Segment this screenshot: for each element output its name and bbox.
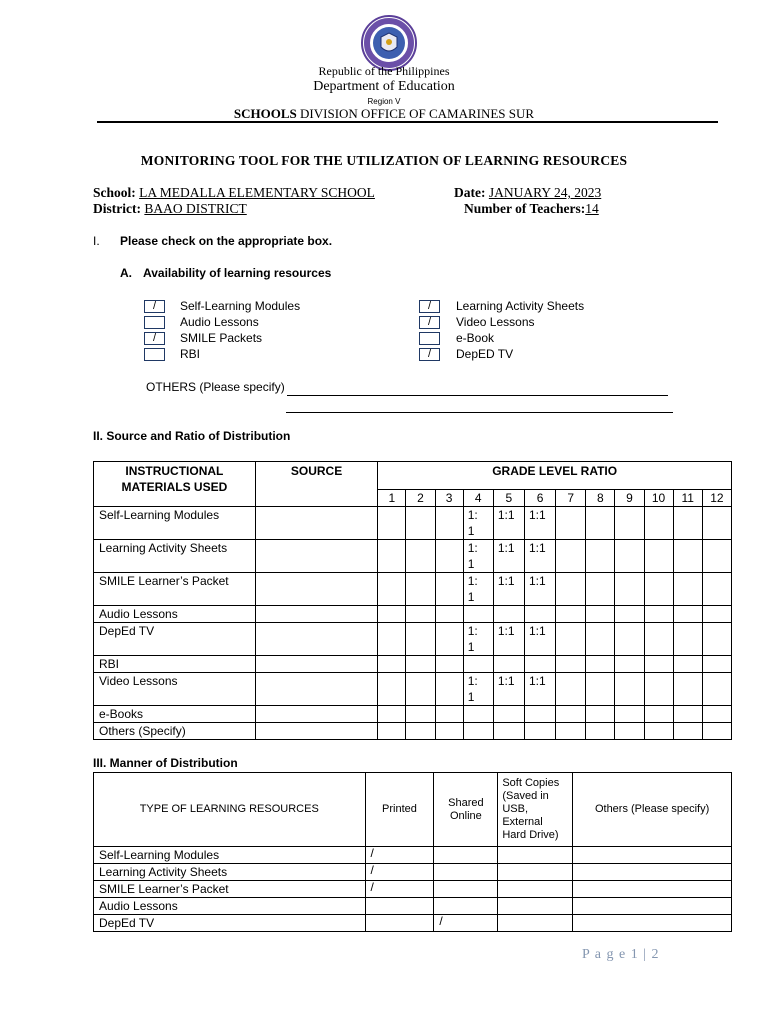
ratio-cell[interactable] [378,623,406,656]
ratio-cell[interactable] [406,606,435,623]
ratio-cell[interactable]: 1:1 [493,507,524,540]
source-cell[interactable] [255,623,378,656]
ratio-cell[interactable] [378,540,406,573]
ratio-cell[interactable] [644,573,673,606]
distribution-table [93,772,732,932]
printed-cell[interactable]: / [365,847,434,864]
col-materials-header: INSTRUCTIONAL MATERIALS USED [94,462,256,507]
ratio-cell[interactable] [702,706,731,723]
district-field [93,201,247,217]
ratio-cell[interactable] [406,507,435,540]
ratio-cell[interactable]: 1: 1 [463,623,493,656]
shared-cell[interactable]: / [434,915,498,932]
grade-header-cell: 11 [673,490,702,507]
ratio-cell[interactable] [673,623,702,656]
district-value: BAAO DISTRICT [144,201,247,216]
ratio-cell[interactable] [406,673,435,706]
source-cell[interactable] [255,673,378,706]
checkbox-label: DepED TV [456,347,514,361]
grade-header-cell: 2 [406,490,435,507]
ratio-cell[interactable]: 1:1 [493,540,524,573]
form-title: MONITORING TOOL FOR THE UTILIZATION OF LEARNING RESOURCES [140,153,628,168]
section-2-title: II. Source and Ratio of Distribution [93,429,291,443]
ratio-cell[interactable] [378,606,406,623]
ratio-cell[interactable] [615,623,644,656]
ratio-cell[interactable] [644,507,673,540]
resource-name-cell: Self-Learning Modules [94,847,366,864]
table-row [94,673,732,706]
ratio-cell[interactable] [435,656,463,673]
checkbox[interactable] [419,332,440,345]
ratio-cell[interactable] [702,723,731,740]
ratio-cell[interactable] [406,573,435,606]
col-shared-header: Shared Online [434,773,498,847]
col-type-header: TYPE OF LEARNING RESOURCES [94,773,366,847]
checkbox[interactable]: / [419,300,440,313]
department-line: Department of Education [313,79,455,94]
ratio-cell[interactable] [493,606,524,623]
col-printed-header: Printed [365,773,434,847]
ratio-cell[interactable] [586,573,615,606]
ratio-cell[interactable] [673,656,702,673]
ratio-cell[interactable] [378,573,406,606]
printed-cell[interactable]: / [365,864,434,881]
checkbox[interactable] [144,348,165,361]
ratio-cell[interactable] [615,673,644,706]
material-name-cell: Audio Lessons [94,606,256,623]
header-rule [97,121,718,123]
shared-cell[interactable] [434,864,498,881]
resource-name-cell: Audio Lessons [94,898,366,915]
ratio-cell[interactable] [556,623,586,656]
printed-cell[interactable]: / [365,881,434,898]
source-cell[interactable] [255,573,378,606]
others-cell[interactable] [573,898,732,915]
ratio-cell[interactable] [644,606,673,623]
shared-cell[interactable] [434,847,498,864]
material-name-cell: RBI [94,656,256,673]
ratio-cell[interactable] [586,723,615,740]
others-specify-label: OTHERS (Please specify) [146,380,285,394]
ratio-cell[interactable] [524,706,555,723]
ratio-cell[interactable] [406,623,435,656]
grade-header-cell: 1 [378,490,406,507]
source-cell[interactable] [255,706,378,723]
page-word: P a g e [582,947,627,962]
page-number: 1 [630,947,639,962]
material-name-cell: Video Lessons [94,673,256,706]
checkbox-label: Video Lessons [456,315,535,329]
material-name-cell: Learning Activity Sheets [94,540,256,573]
grade-header-cell: 8 [586,490,615,507]
section-1-num: I. [93,234,100,248]
others-cell[interactable] [573,915,732,932]
division-line [0,106,768,122]
district-label: District: [93,201,141,216]
ratio-cell[interactable]: 1:1 [493,673,524,706]
grade-header-cell: 3 [435,490,463,507]
division-bold: SCHOOLS [233,106,297,121]
ratio-cell[interactable] [556,723,586,740]
ratio-cell[interactable]: 1: 1 [463,540,493,573]
ratio-cell[interactable] [463,706,493,723]
teachers-value: 14 [585,201,599,216]
table-row [94,540,732,573]
ratio-cell[interactable] [435,723,463,740]
table-row [94,898,732,915]
ratio-cell[interactable] [524,606,555,623]
ratio-cell[interactable] [556,606,586,623]
ratio-cell[interactable]: 1:1 [524,673,555,706]
others-cell[interactable] [573,847,732,864]
ratio-cell[interactable] [378,673,406,706]
ratio-cell[interactable] [644,623,673,656]
ratio-cell[interactable] [524,656,555,673]
checkbox[interactable]: / [419,348,440,361]
resource-name-cell: SMILE Learner’s Packet [94,881,366,898]
section-1a-title: Availability of learning resources [143,266,332,280]
school-value: LA MEDALLA ELEMENTARY SCHOOL [139,185,375,200]
republic-line: Republic of the Philippines [318,64,450,78]
ratio-cell[interactable] [615,606,644,623]
school-label: School: [93,185,136,200]
ratio-cell[interactable] [463,606,493,623]
ratio-cell[interactable] [406,723,435,740]
soft-copy-cell[interactable] [498,864,573,881]
ratio-cell[interactable] [435,606,463,623]
section-1a-num: A. [120,266,132,280]
col-ratio-header: GRADE LEVEL RATIO [378,462,732,490]
ratio-cell[interactable] [463,656,493,673]
ratio-cell[interactable] [673,540,702,573]
source-cell[interactable] [255,507,378,540]
ratio-cell[interactable] [586,706,615,723]
material-name-cell: DepEd TV [94,623,256,656]
region-line: Region V [367,97,401,106]
ratio-cell[interactable] [586,656,615,673]
ratio-cell[interactable] [435,573,463,606]
ratio-cell[interactable] [644,673,673,706]
ratio-cell[interactable] [556,540,586,573]
ratio-cell[interactable] [406,656,435,673]
checkbox-label: Self-Learning Modules [180,299,301,313]
ratio-cell[interactable] [644,656,673,673]
soft-copy-cell[interactable] [498,847,573,864]
source-cell[interactable] [255,606,378,623]
table-row [94,915,732,932]
ratio-cell[interactable] [556,573,586,606]
resource-name-cell: DepEd TV [94,915,366,932]
material-name-cell: Others (Specify) [94,723,256,740]
ratio-cell[interactable] [673,507,702,540]
ratio-cell[interactable] [406,706,435,723]
checkbox-label: e-Book [456,331,495,345]
ratio-cell[interactable] [493,723,524,740]
soft-copy-cell[interactable] [498,898,573,915]
others-line-1[interactable] [287,395,668,396]
ratio-cell[interactable] [586,673,615,706]
ratio-cell[interactable] [435,540,463,573]
table-row [94,507,732,540]
table-row [94,847,732,864]
ratio-cell[interactable] [378,706,406,723]
teachers-field [464,201,599,217]
ratio-cell[interactable] [586,606,615,623]
others-cell[interactable] [573,881,732,898]
date-label: Date: [454,185,486,200]
grade-header-cell: 9 [615,490,644,507]
source-cell[interactable] [255,723,378,740]
ratio-cell[interactable] [644,706,673,723]
ratio-cell[interactable]: 1:1 [524,623,555,656]
ratio-cell[interactable] [702,656,731,673]
soft-copy-cell[interactable] [498,881,573,898]
resource-name-cell: Learning Activity Sheets [94,864,366,881]
ratio-cell[interactable] [673,723,702,740]
ratio-cell[interactable]: 1: 1 [463,573,493,606]
ratio-cell[interactable] [673,706,702,723]
ratio-cell[interactable] [378,723,406,740]
others-cell[interactable] [573,864,732,881]
ratio-cell[interactable] [556,673,586,706]
ratio-cell[interactable] [463,723,493,740]
table-row [94,723,732,740]
ratio-cell[interactable] [435,623,463,656]
ratio-cell[interactable]: 1:1 [493,623,524,656]
ratio-cell[interactable] [586,507,615,540]
section-3-title: III. Manner of Distribution [93,756,238,770]
checkbox[interactable]: / [419,316,440,329]
ratio-cell[interactable] [673,573,702,606]
checkbox[interactable] [144,316,165,329]
col-soft-header: Soft Copies (Saved in USB, External Hard Drive) [498,773,573,847]
ratio-header-row [94,462,732,490]
page-separator: | [638,947,652,962]
date-field [454,185,601,201]
page-total: 2 [651,947,660,962]
ratio-cell[interactable]: 1:1 [493,573,524,606]
ratio-cell[interactable]: 1: 1 [463,507,493,540]
ratio-cell[interactable] [615,507,644,540]
table-row [94,656,732,673]
ratio-cell[interactable]: 1:1 [524,573,555,606]
ratio-cell[interactable] [586,623,615,656]
ratio-cell[interactable] [673,606,702,623]
grade-header-cell: 4 [463,490,493,507]
page-footer [582,947,660,963]
ratio-cell[interactable] [556,656,586,673]
table-row [94,573,732,606]
grade-header-cell: 12 [702,490,731,507]
source-cell[interactable] [255,656,378,673]
ratio-cell[interactable] [435,507,463,540]
ratio-cell[interactable] [615,706,644,723]
shared-cell[interactable] [434,881,498,898]
section-1-instruction: Please check on the appropriate box. [120,234,333,248]
soft-copy-cell[interactable] [498,915,573,932]
ratio-cell[interactable] [702,606,731,623]
teachers-label: Number of Teachers: [464,201,586,216]
grade-header-cell: 6 [524,490,555,507]
table-row [94,623,732,656]
col-others-header: Others (Please specify) [573,773,732,847]
ratio-cell[interactable]: 1:1 [524,540,555,573]
ratio-cell[interactable] [615,723,644,740]
ratio-cell[interactable] [493,656,524,673]
ratio-cell[interactable] [435,706,463,723]
ratio-cell[interactable] [702,623,731,656]
grade-header-cell: 5 [493,490,524,507]
ratio-cell[interactable] [406,540,435,573]
ratio-cell[interactable] [644,540,673,573]
ratio-cell[interactable] [493,706,524,723]
ratio-cell[interactable] [615,573,644,606]
material-name-cell: SMILE Learner’s Packet [94,573,256,606]
checkbox-label: Learning Activity Sheets [456,299,585,313]
ratio-cell[interactable] [702,540,731,573]
table-row [94,706,732,723]
shared-cell[interactable] [434,898,498,915]
ratio-cell[interactable] [615,540,644,573]
ratio-cell[interactable] [702,507,731,540]
division-rest: DIVISION OFFICE OF CAMARINES SUR [296,106,535,121]
date-value: JANUARY 24, 2023 [488,185,602,200]
ratio-cell[interactable] [556,507,586,540]
school-field [93,185,375,201]
ratio-cell[interactable] [524,723,555,740]
grade-header-cell: 7 [556,490,586,507]
checkbox-label: RBI [180,347,201,361]
others-line-2[interactable] [286,412,673,413]
printed-cell[interactable] [365,898,434,915]
ratio-cell[interactable] [586,540,615,573]
checkbox[interactable]: / [144,332,165,345]
deped-seal-logo [361,15,417,71]
ratio-cell[interactable] [702,673,731,706]
ratio-cell[interactable] [556,706,586,723]
grade-header-cell: 10 [644,490,673,507]
table-row [94,881,732,898]
source-cell[interactable] [255,540,378,573]
ratio-cell[interactable] [702,573,731,606]
material-name-cell: e-Books [94,706,256,723]
ratio-cell[interactable] [378,656,406,673]
table-row [94,864,732,881]
printed-cell[interactable] [365,915,434,932]
col-source-header: SOURCE [255,462,378,507]
material-name-cell: Self-Learning Modules [94,507,256,540]
checkbox-label: SMILE Packets [180,331,263,345]
table-row [94,606,732,623]
checkbox[interactable]: / [144,300,165,313]
ratio-cell[interactable] [378,507,406,540]
ratio-cell[interactable] [615,656,644,673]
ratio-cell[interactable]: 1: 1 [463,673,493,706]
ratio-cell[interactable] [673,673,702,706]
distribution-header-row [94,773,732,847]
ratio-cell[interactable]: 1:1 [524,507,555,540]
checkbox-label: Audio Lessons [180,315,259,329]
ratio-table [93,461,732,740]
ratio-cell[interactable] [435,673,463,706]
ratio-cell[interactable] [644,723,673,740]
